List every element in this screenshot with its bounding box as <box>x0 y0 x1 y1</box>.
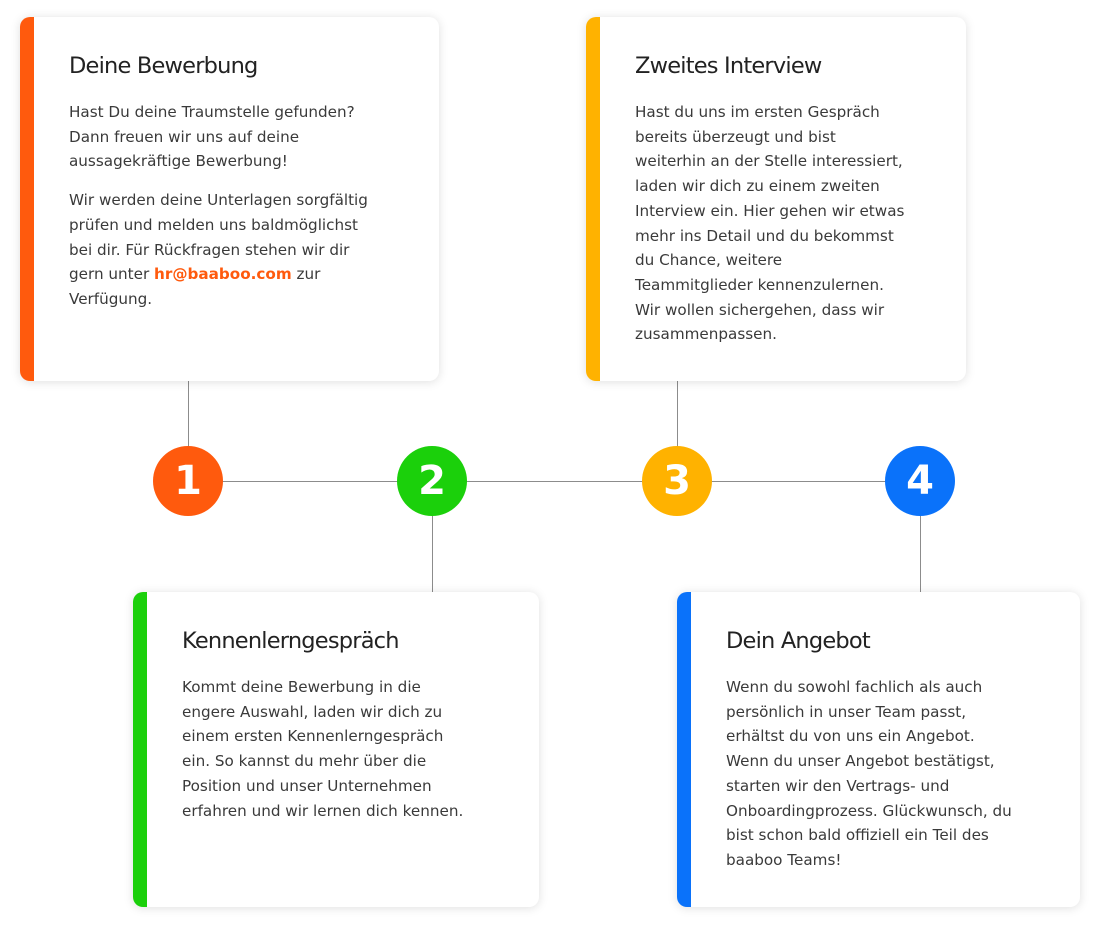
connector-step-2 <box>432 514 433 594</box>
step-1-paragraph-1: Hast Du deine Traumstelle gefunden? Dann freuen wir uns auf deine aussagekräftige Bewerbung! <box>69 103 355 171</box>
step-1-paragraph-2: Wir werden deine Unterlagen sorgfältig prüfen und melden uns baldmöglichst bei dir. Für Rückfragen stehen wir dir gern unter hr@baaboo.com zur Verfügung. <box>69 191 368 308</box>
step-4-paragraph: Wenn du sowohl fachlich als auch persönlich in unser Team passt, erhältst du von uns ein Angebot. Wenn du unser Angebot bestätigst, starten wir den Vertrags- und Onboardingprozess. Glückwunsch, du bist schon bald offiziell ein Teil des baaboo Teams! <box>726 678 1012 869</box>
step-3-node: 3 <box>642 446 712 516</box>
step-4-title: Dein Angebot <box>726 628 870 654</box>
step-4-accent <box>677 592 691 907</box>
step-3-paragraph: Hast du uns im ersten Gespräch bereits überzeugt und bist weiterhin an der Stelle interessiert, laden wir dich zu einem zweiten Interview ein. Hier gehen wir etwas mehr ins Detail und du bekommst du Chance, weitere Teammitglieder kennenzulernen. Wir wollen sichergehen, dass wir zusammenpassen. <box>635 103 905 344</box>
step-2-card <box>133 592 539 907</box>
step-4-node: 4 <box>885 446 955 516</box>
step-3-card <box>586 17 966 381</box>
step-1-node: 1 <box>153 446 223 516</box>
step-2-accent <box>133 592 147 907</box>
connector-step-4 <box>920 514 921 594</box>
step-1-title: Deine Bewerbung <box>69 53 258 79</box>
step-1-card <box>20 17 439 381</box>
connector-step-1 <box>188 376 189 448</box>
step-4-card <box>677 592 1080 907</box>
step-3-title: Zweites Interview <box>635 53 822 79</box>
step-2-node: 2 <box>397 446 467 516</box>
step-2-paragraph: Kommt deine Bewerbung in die engere Auswahl, laden wir dich zu einem ersten Kennenlerngespräch ein. So kannst du mehr über die Position und unser Unternehmen erfahren und wir lernen dich kennen. <box>182 678 464 820</box>
timeline-line <box>188 481 920 482</box>
step-3-accent <box>586 17 600 381</box>
hr-email-link[interactable]: hr@baaboo.com <box>154 265 292 284</box>
step-1-accent <box>20 17 34 381</box>
step-2-title: Kennenlerngespräch <box>182 628 399 654</box>
connector-step-3 <box>677 376 678 448</box>
